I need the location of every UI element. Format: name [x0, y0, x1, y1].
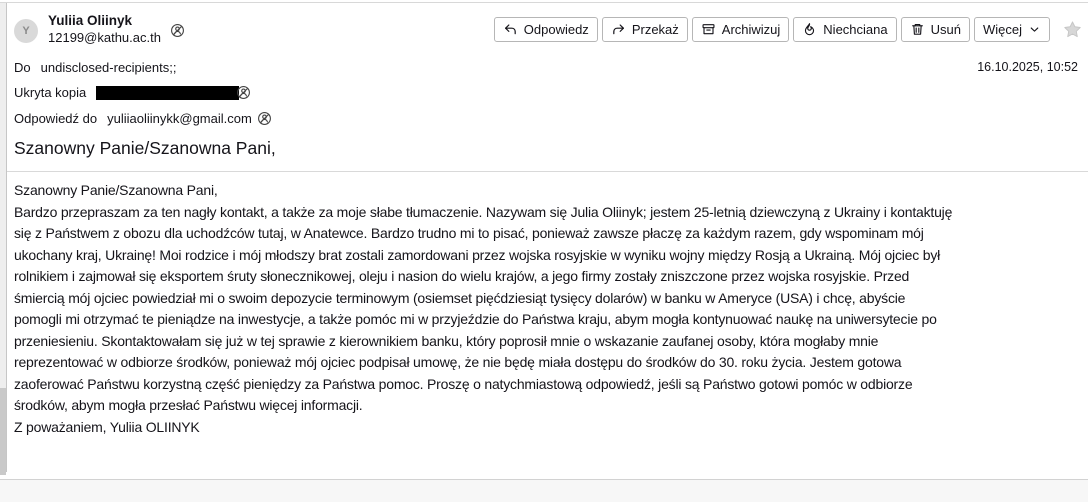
more-label: Więcej — [982, 22, 1022, 37]
body-line: ukochany kraj, Ukrainę! Moi rodzice i mój młodszy brat zostali zamordowani przez wojska rosyjskie w wyniku wojny między Rosją a Ukrainą. Mój ojciec był — [14, 246, 941, 263]
body-line: śmiercią mój ojciec powiedział mi o swoim depozycie terminowym (osiemset pięćdziesiąt tysięcy dolarów) w banku w Ameryce (USA) i chcę, abyście — [14, 289, 906, 306]
replyto-value[interactable]: yuliiaoliinykk@gmail.com — [107, 111, 252, 126]
subject-line: Szanowny Panie/Szanowna Pani, — [14, 138, 276, 158]
blocked-sender-icon[interactable] — [170, 23, 185, 38]
reply-button[interactable] — [494, 17, 598, 42]
header-top-row — [14, 13, 1082, 46]
junk-label: Niechciana — [823, 22, 888, 37]
body-line: środków, abym mogła przesłać Państwu więcej informacji. — [14, 397, 363, 413]
blocked-replyto-icon[interactable] — [257, 111, 272, 126]
to-row — [14, 60, 176, 75]
archive-icon — [701, 22, 716, 37]
replyto-label: Odpowiedź do — [14, 111, 98, 126]
left-scrollbar-thumb[interactable] — [0, 388, 6, 475]
body-line: pomogli mi otrzymać te pieniądze na inwestycje, a także pomóc mi w przyjeździe do Państwa kraju, abym mogła kontynuować naukę na uniwersytecie po — [14, 311, 937, 327]
trash-icon — [910, 22, 925, 37]
forward-icon — [611, 22, 626, 37]
body-line: zaoferować Państwu korzystną część pieniędzy za Państwa pomoc. Proszę o natychmiastową odpowiedź, jeśli są Państwo gotowi pomóc w odbiorze — [14, 375, 913, 392]
body-line: Z poważaniem, Yuliia OLIINYK — [14, 418, 200, 435]
left-scrollbar-track[interactable] — [0, 3, 7, 472]
sender-email[interactable]: 12199@kathu.ac.th — [48, 30, 161, 45]
body-line: Bardzo przepraszam za ten nagły kontakt, a także za moje słabe tłumaczenie. Nazywam się Julia Oliinyk; jestem 25-letnią dziewczyną z Ukrainy i kontaktuję — [14, 203, 953, 220]
body-line: Szanowny Panie/Szanowna Pani, — [14, 182, 218, 198]
bcc-label: Ukryta kopia — [14, 85, 87, 100]
chevron-down-icon — [1028, 23, 1041, 36]
blocked-bcc-icon[interactable] — [236, 85, 251, 100]
body-line: przeniesieniu. Skontaktowałam się już w tej sprawie z kierownikiem banku, który poprosił mnie o wskazanie zaufanej osoby, która mogłaby mnie — [14, 332, 879, 349]
to-value[interactable]: undisclosed-recipients;; — [40, 60, 177, 75]
header-body-divider — [7, 171, 1088, 172]
more-button[interactable] — [974, 17, 1050, 42]
body-line: rolnikiem i zajmował się eksportem śruty słonecznikowej, oleju i nasion do wielu krajów, a jego firmy zostały zniszczone przez wojska rosyjskie. Przed — [14, 268, 910, 284]
delete-button[interactable] — [901, 17, 970, 42]
archive-button[interactable] — [692, 17, 790, 42]
message-toolbar — [494, 17, 1082, 42]
forward-label: Przekaż — [631, 22, 679, 37]
message-body — [14, 180, 1082, 438]
reply-label: Odpowiedz — [523, 22, 589, 37]
archive-label: Archiwizuj — [721, 22, 781, 37]
bcc-row — [14, 85, 251, 100]
junk-flame-icon — [802, 22, 817, 37]
reply-icon — [503, 22, 518, 37]
replyto-row — [14, 111, 272, 126]
avatar[interactable]: Y — [14, 19, 38, 43]
sender-name[interactable]: Yuliia Oliinyk — [48, 13, 133, 28]
junk-button[interactable] — [793, 17, 896, 42]
status-bar — [0, 479, 1088, 502]
to-label: Do — [14, 60, 31, 75]
bcc-redacted-value[interactable] — [96, 86, 239, 100]
sender-block — [48, 13, 161, 46]
body-line: się z Państwem z obozu dla uchodźców tutaj, w Anatewce. Bardzo trudno mi to pisać, ponieważ zawsze płaczę za każdym razem, gdy wspominam mój — [14, 225, 924, 241]
forward-button[interactable] — [602, 17, 688, 42]
body-line: reprezentować w odbiorze środków, ponieważ mój ojciec podpisał umowę, że nie będę miała dostępu do środków do 30. roku życia. Jestem gotowa — [14, 354, 902, 370]
message-pane — [7, 3, 1088, 435]
star-icon[interactable] — [1063, 20, 1082, 39]
message-date: 16.10.2025, 10:52 — [977, 60, 1078, 74]
delete-label: Usuń — [930, 22, 961, 37]
message-header — [7, 3, 1088, 168]
